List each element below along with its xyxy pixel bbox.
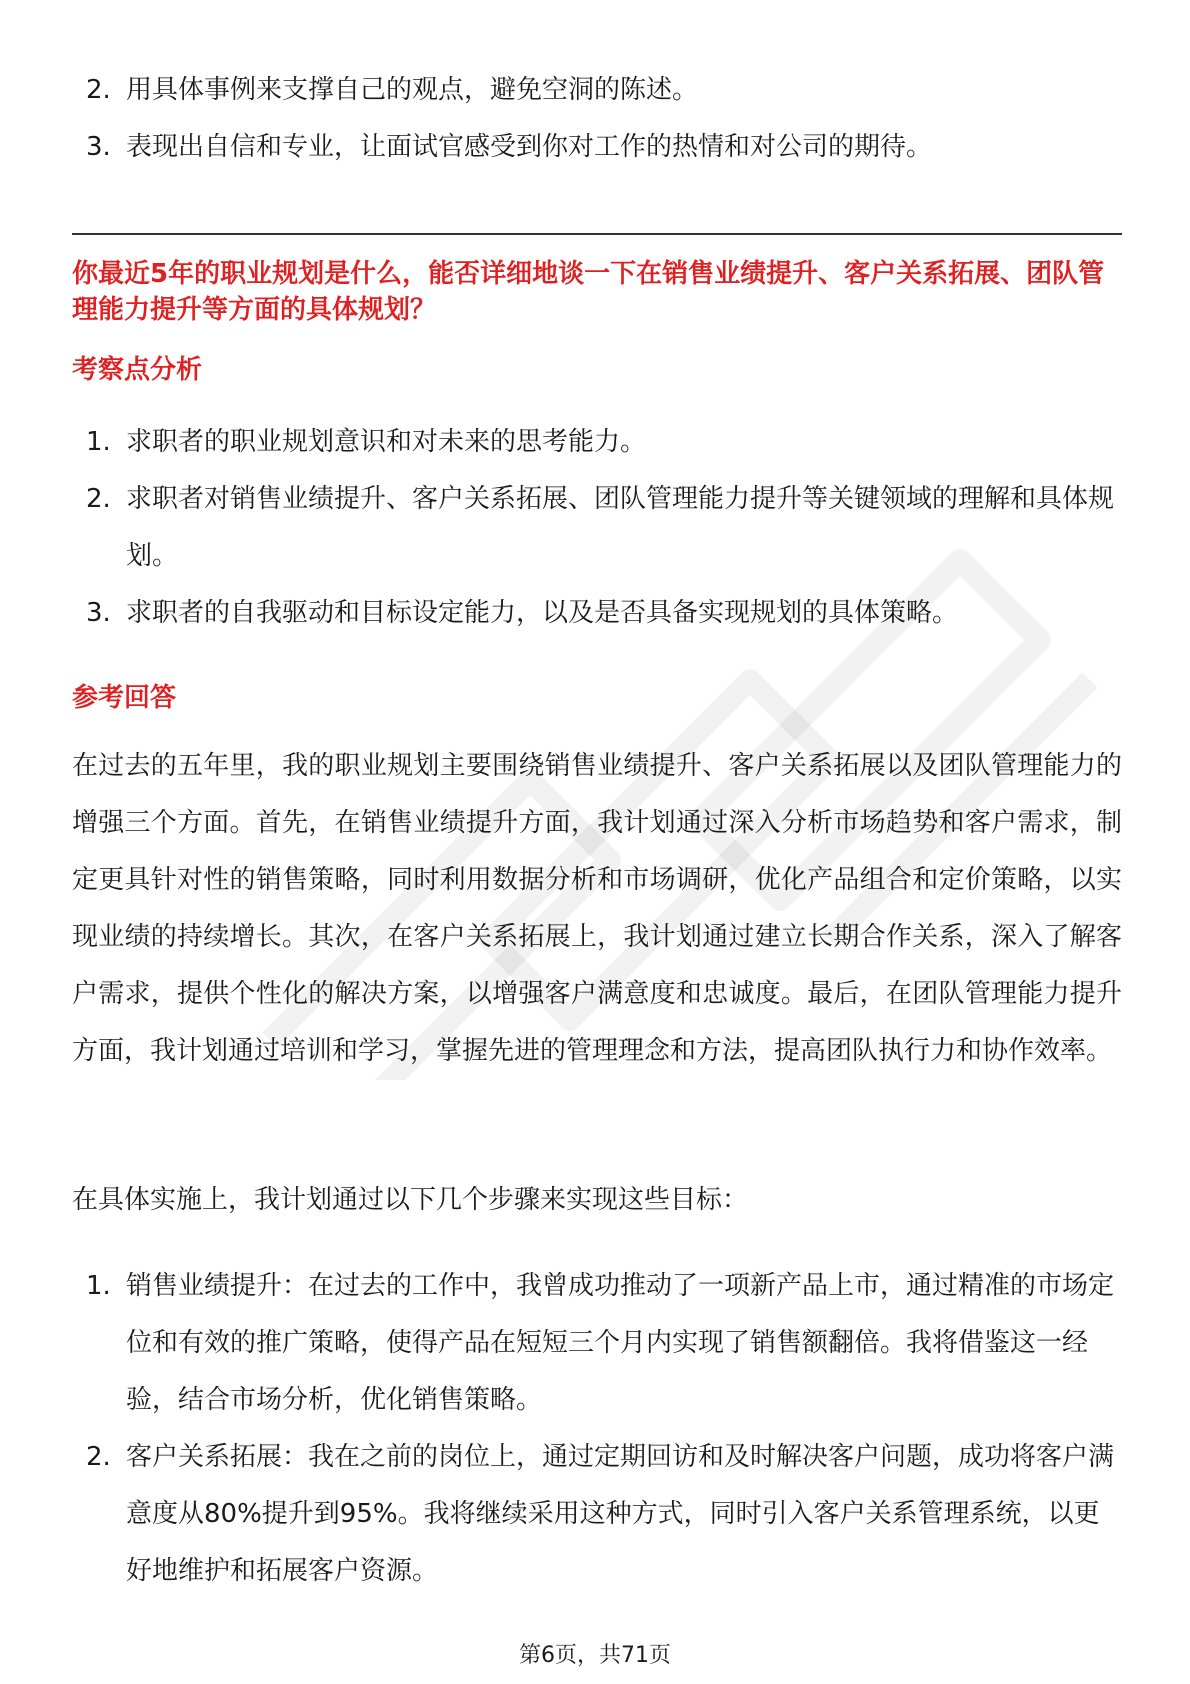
steps-list [72, 1258, 1122, 1600]
list-text: 客户关系拓展：我在之前的岗位上，通过定期回访和及时解决客户问题，成功将客户满意度从80%提升到95%。我将继续采用这种方式，同时引入客户关系管理系统，以更好地维护和拓展客户资源。 [126, 1442, 1115, 1586]
answer-title: 参考回答 [72, 683, 177, 713]
answer-paragraph: 在过去的五年里，我的职业规划主要围绕销售业绩提升、客户关系拓展以及团队管理能力的增强三个方面。首先，在销售业绩提升方面，我计划通过深入分析市场趋势和客户需求，制定更具针对性的销售策略，同时利用数据分析和市场调研，优化产品组合和定价策略，以实现业绩的持续增长。其次，在客户关系拓展上，我计划通过建立长期合作关系，深入了解客户需求，提供个性化的解决方案，以增强客户满意度和忠诚度。最后，在团队管理能力提升方面，我计划通过培训和学习，掌握先进的管理理念和方法，提高团队执行力和协作效率。 [72, 751, 1122, 1066]
list-number: 1. [86, 1271, 111, 1301]
list-text: 求职者的自我驱动和目标设定能力，以及是否具备实现规划的具体策略。 [126, 598, 959, 628]
list-number: 1. [86, 427, 111, 457]
list-text: 销售业绩提升：在过去的工作中，我曾成功推动了一项新产品上市，通过精准的市场定位和有效的推广策略，使得产品在短短三个月内实现了销售额翻倍。我将借鉴这一经验，结合市场分析，优化销售策略。 [126, 1271, 1115, 1415]
list-text: 求职者对销售业绩提升、客户关系拓展、团队管理能力提升等关键领域的理解和具体规划。 [126, 484, 1115, 571]
list-item [72, 62, 1122, 119]
list-number: 3. [86, 132, 111, 162]
list-number: 2. [86, 75, 111, 105]
list-item [72, 1429, 1122, 1600]
list-text: 表现出自信和专业，让面试官感受到你对工作的热情和对公司的期待。 [126, 132, 933, 162]
question-heading: 你最近5年的职业规划是什么，能否详细地谈一下在销售业绩提升、客户关系拓展、团队管理能力提升等方面的具体规划？ [72, 259, 1105, 325]
list-number: 3. [86, 598, 111, 628]
answer-paragraph: 在具体实施上，我计划通过以下几个步骤来实现这些目标： [72, 1185, 749, 1215]
list-item [72, 471, 1122, 585]
analysis-list [72, 414, 1122, 642]
intro-list [72, 62, 1122, 176]
analysis-title: 考察点分析 [72, 355, 203, 385]
list-text: 求职者的职业规划意识和对未来的思考能力。 [126, 427, 647, 457]
list-number: 2. [86, 1442, 111, 1472]
list-text: 用具体事例来支撑自己的观点，避免空洞的陈述。 [126, 75, 699, 105]
list-number: 2. [86, 484, 111, 514]
section-divider [72, 233, 1122, 235]
list-item [72, 119, 1122, 176]
list-item [72, 1258, 1122, 1429]
list-item [72, 585, 1122, 642]
list-item [72, 414, 1122, 471]
page-footer: 第6页，共71页 [519, 1643, 671, 1668]
